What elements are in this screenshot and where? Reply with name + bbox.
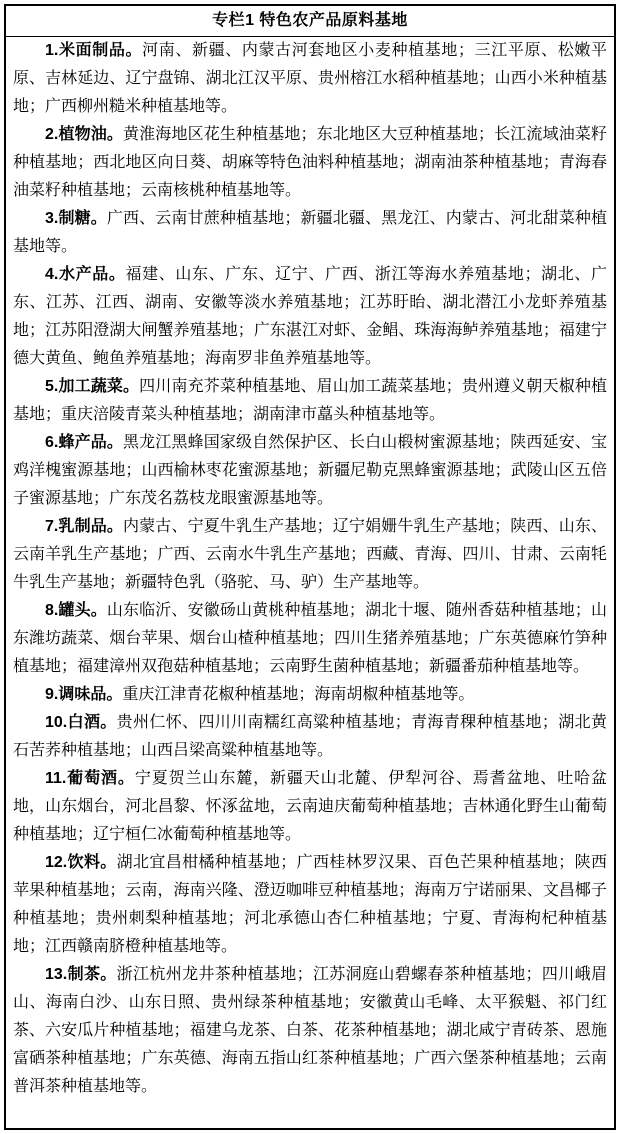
base-item-label: 1.米面制品。 — [45, 42, 143, 59]
base-item-label: 7.乳制品。 — [45, 518, 124, 535]
base-item-label: 9.调味品。 — [45, 686, 123, 703]
base-item — [13, 597, 607, 681]
base-item — [13, 513, 607, 597]
base-item-text: 黑龙江黑蜂国家级自然保护区、长白山椴树蜜源基地；陕西延安、宝鸡洋槐蜜源基地；山西榆林枣花蜜源基地；新疆尼勒克黑蜂蜜源基地；武陵山区五倍子蜜源基地；广东茂名荔枝龙眼蜜源基地等。 — [13, 434, 607, 507]
base-item-label: 2.植物油。 — [45, 126, 124, 143]
base-item-label: 10.白酒。 — [45, 714, 117, 731]
base-item-label: 4.水产品。 — [45, 266, 126, 283]
base-item-text: 福建、山东、广东、辽宁、广西、浙江等海水养殖基地；湖北、广东、江苏、江西、湖南、安徽等淡水养殖基地；江苏盱眙、湖北潜江小龙虾养殖基地；江苏阳澄湖大闸蟹养殖基地；广东湛江对虾、金鲳、珠海海鲈养殖基地；福建宁德大黄鱼、鲍鱼养殖基地；海南罗非鱼养殖基地等。 — [13, 266, 607, 367]
base-item-text: 浙江杭州龙井茶种植基地；江苏洞庭山碧螺春茶种植基地；四川峨眉山、海南白沙、山东日照、贵州绿茶种植基地；安徽黄山毛峰、太平猴魁、祁门红茶、六安瓜片种植基地；福建乌龙茶、白茶、花茶种植基地；湖北咸宁青砖茶、恩施富硒茶种植基地；广东英德、海南五指山红茶种植基地；广西六堡茶种植基地；云南普洱茶种植基地等。 — [13, 966, 607, 1095]
base-item-text: 黄淮海地区花生种植基地；东北地区大豆种植基地；长江流域油菜籽种植基地；西北地区向日葵、胡麻等特色油料种植基地；湖南油茶种植基地；青海春油菜籽种植基地；云南核桃种植基地等。 — [13, 126, 607, 199]
base-item-text: 广西、云南甘蔗种植基地；新疆北疆、黑龙江、内蒙古、河北甜菜种植基地等。 — [13, 210, 607, 255]
base-item-text: 内蒙古、宁夏牛乳生产基地；辽宁娟姗牛乳生产基地；陕西、山东、云南羊乳生产基地；广西、云南水牛乳生产基地；西藏、青海、四川、甘肃、云南牦牛乳生产基地；新疆特色乳（骆驼、马、驴）生产基地等。 — [13, 518, 607, 591]
base-item — [13, 205, 607, 261]
base-item-text: 重庆江津青花椒种植基地；海南胡椒种植基地等。 — [122, 686, 475, 703]
base-item — [13, 681, 607, 709]
base-item — [13, 961, 607, 1101]
base-item — [13, 37, 607, 121]
base-item-text: 宁夏贺兰山东麓，新疆天山北麓、伊犁河谷、焉耆盆地、吐哈盆地，山东烟台，河北昌黎、怀涿盆地，云南迪庆葡萄种植基地；吉林通化野生山葡萄种植基地；辽宁桓仁冰葡萄种植基地等。 — [13, 770, 607, 843]
base-item-text: 贵州仁怀、四川川南糯红高粱种植基地；青海青稞种植基地；湖北黄石苦荞种植基地；山西吕梁高粱种植基地等。 — [13, 714, 607, 759]
base-item-label: 13.制茶。 — [45, 966, 117, 983]
base-item-label: 8.罐头。 — [45, 602, 107, 619]
panel-body — [6, 37, 614, 1128]
panel-title: 专栏1 特色农产品原料基地 — [6, 6, 614, 37]
base-item — [13, 709, 607, 765]
base-item-label: 3.制糖。 — [45, 210, 107, 227]
base-item — [13, 373, 607, 429]
base-item — [13, 429, 607, 513]
base-item-text: 河南、新疆、内蒙古河套地区小麦种植基地；三江平原、松嫩平原、吉林延边、辽宁盘锦、湖北江汉平原、贵州榕江水稻种植基地；山西小米种植基地；广西柳州糙米种植基地等。 — [13, 42, 607, 115]
base-item-label: 11.葡萄酒。 — [45, 770, 135, 787]
base-item-label: 5.加工蔬菜。 — [45, 378, 140, 395]
base-item-text: 湖北宜昌柑橘种植基地；广西桂林罗汉果、百色芒果种植基地；陕西苹果种植基地；云南，海南兴隆、澄迈咖啡豆种植基地；海南万宁诺丽果、文昌椰子种植基地；贵州刺梨种植基地；河北承德山杏仁种植基地；宁夏、青海枸杞种植基地；江西赣南脐橙种植基地等。 — [13, 854, 607, 955]
base-item-text: 山东临沂、安徽砀山黄桃种植基地；湖北十堰、随州香菇种植基地；山东潍坊蔬菜、烟台苹果、烟台山楂种植基地；四川生猪养殖基地；广东英德麻竹笋种植基地；福建漳州双孢菇种植基地；云南野生菌种植基地；新疆番茄种植基地等。 — [13, 602, 607, 675]
base-item-label: 12.饮料。 — [45, 854, 117, 871]
base-item — [13, 765, 607, 849]
base-item-text: 四川南充芥菜种植基地、眉山加工蔬菜基地；贵州遵义朝天椒种植基地；重庆涪陵青菜头种植基地；湖南津市藠头种植基地等。 — [13, 378, 607, 423]
special-agri-products-panel — [4, 4, 616, 1130]
base-item — [13, 121, 607, 205]
base-item — [13, 849, 607, 961]
base-item-label: 6.蜂产品。 — [45, 434, 124, 451]
base-item — [13, 261, 607, 373]
